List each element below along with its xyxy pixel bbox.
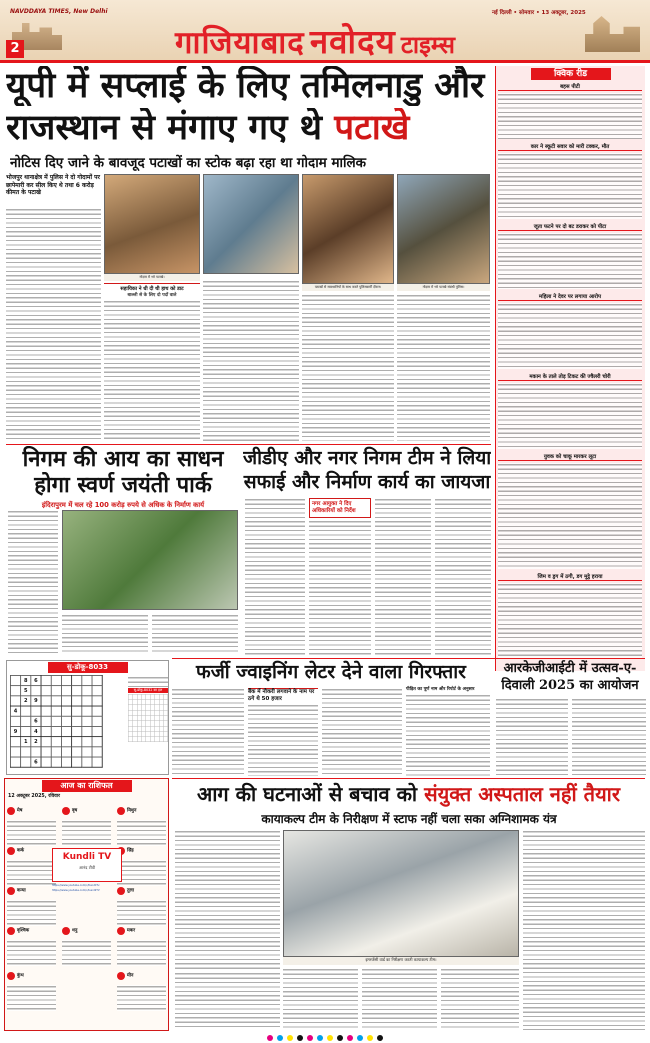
sudoku-row: [10, 757, 102, 767]
lead-photo-3-caption: पटाखों से सावधानियों के साथ करते पुलिसकर्मी दौरान।: [302, 284, 394, 291]
lead-subhead: नोटिस दिए जाने के बावजूद पटाखों का स्टोक बढ़ा रहा था गोदाम मालिक: [10, 155, 367, 171]
sudoku-cell: [82, 726, 92, 736]
quick-read-item: [498, 222, 642, 289]
lead-body-col3: [203, 280, 299, 441]
horoscope-sign: [62, 920, 111, 966]
sudoku-cell: [82, 675, 92, 685]
quick-read-item-body: [498, 93, 642, 139]
zodiac-icon: [7, 972, 15, 980]
sudoku-cell: [51, 747, 61, 757]
horoscope-sign-name: कन्या: [17, 888, 26, 894]
story4-sub-heading: पीड़ित का पूर्ण नाम और रिपोर्ट के अनुसार: [406, 687, 475, 692]
horoscope-sign-name: धनु: [72, 928, 78, 934]
sudoku-cell: [61, 686, 71, 696]
sudoku-cell: 6: [31, 675, 41, 685]
sudoku-cell: [21, 747, 31, 757]
story6-caption: इमरजेंसी वार्ड का निरीक्षण करती कायाकल्प टीम।: [283, 957, 519, 965]
sudoku-title: सु-डोकू-8033: [48, 662, 128, 673]
quick-read-item-title: जिम व ड्रग में ठगी, डग मुट्ठे हराया: [498, 572, 642, 581]
story6-body-4: [283, 968, 358, 1030]
sudoku-cell: 9: [31, 696, 41, 706]
sudoku-cell: [41, 726, 51, 736]
sudoku-row: [10, 675, 102, 685]
sudoku-cell: [72, 757, 82, 767]
quick-read-item-title: कार ने स्कूटी सवार को मारी टक्कर, मौत: [498, 142, 642, 151]
story3-body-2: [309, 520, 371, 655]
sudoku-cell: [72, 696, 82, 706]
masthead-part3: टाइम्स: [400, 30, 455, 59]
sudoku-cell: [10, 747, 20, 757]
story4-headline: फर्जी ज्वाइनिंग लेटर देने वाला गिरफ्तार: [196, 661, 466, 683]
kundli-tv-logo: [52, 848, 122, 882]
horoscope-sign-text: [62, 940, 111, 966]
masthead-part2: नवोदय: [309, 22, 396, 60]
lead-headline-1: यूपी में सप्लाई के लिए तमिलनाडु और: [6, 66, 485, 106]
top-header: [0, 0, 650, 62]
quick-read-item-title: युवक को चाकू मारकर लूटा: [498, 452, 642, 461]
story4-box-title: बैंक में नौकरी लगवाने के नाम पर ठगे थे 50 हजार: [248, 689, 315, 702]
story5-headline-1: आरकेजीआईटी में उत्सव-ए-: [503, 661, 637, 676]
story4-body-2: [248, 704, 318, 776]
sudoku-cell: [72, 747, 82, 757]
masthead-part1: गाजियाबाद: [175, 25, 305, 60]
sudoku-cell: [41, 716, 51, 726]
sudoku-row: [10, 726, 102, 736]
zodiac-icon: [7, 847, 15, 855]
sudoku-row: [10, 716, 102, 726]
sudoku-cell: [10, 686, 20, 696]
horoscope-sign-name: कुंभ: [17, 973, 24, 979]
lead-photo-1-caption: गोदाम में भरे पटाखे।: [104, 274, 200, 281]
quick-read-item: [498, 372, 642, 449]
horoscope-sign-text: [117, 940, 166, 966]
sudoku-grid: [10, 675, 103, 768]
sudoku-cell: [92, 706, 102, 716]
print-registration-bar: [0, 1034, 650, 1043]
horoscope-sign-name: वृष: [72, 808, 78, 814]
sudoku-cell: [82, 747, 92, 757]
lead-photo-4-caption: गोदाम में भरे पटाखे संबंधी पुलिस।: [397, 284, 490, 291]
sudoku-cell: [51, 737, 61, 747]
sudoku-cell: [10, 696, 20, 706]
sudoku-row: [10, 696, 102, 706]
header-rule: [0, 60, 650, 63]
horoscope-sign-text: [7, 985, 56, 1011]
horoscope-sign: [7, 965, 56, 1011]
zodiac-icon: [62, 807, 70, 815]
quick-read-item-body: [498, 303, 642, 369]
lead-headline-2: [6, 108, 491, 148]
kundli-youtube-link-2[interactable]: https://www.youtube.com/c/kundliTV: [52, 889, 100, 892]
story6-body-5: [362, 968, 437, 1030]
story5-body-1: [496, 698, 568, 776]
story6-headline-a: आग की घटनाओं से बचाव को: [196, 782, 418, 806]
sudoku-cell: [72, 726, 82, 736]
horoscope-sign-name: मिथुन: [127, 808, 137, 814]
lead-kicker-text: भोजपुर थानाक्षेत्र में पुलिस ने दो गोदामों पर छापेमारी कर सील किए थे तथा 6 करोड़ कीमत के पटाखे: [6, 174, 101, 196]
story6-subhead: कायाकल्प टीम के निरीक्षण में स्टाफ नहीं चला सका अग्निशामक यंत्र: [261, 812, 557, 826]
horoscope-sign-name: वृश्चिक: [17, 928, 30, 934]
sudoku-cell: [72, 686, 82, 696]
sudoku-cell: [61, 726, 71, 736]
horoscope-date: 12 अक्टूबर 2025, रविवार: [8, 794, 60, 799]
lead-photo-2: [203, 174, 299, 274]
story2-body-3: [152, 614, 238, 655]
sudoku-cell: [92, 686, 102, 696]
sudoku-cell: [10, 757, 20, 767]
horoscope-sign-text: [7, 940, 56, 966]
sudoku-cell: [10, 737, 20, 747]
sudoku-cell: [72, 675, 82, 685]
sudoku-row: [10, 747, 102, 757]
sudoku-cell: [51, 686, 61, 696]
story6-headline-b: संयुक्त अस्पताल नहीं तैयार: [424, 782, 621, 806]
sudoku-row: [10, 737, 102, 747]
sudoku-cell: [72, 706, 82, 716]
sudoku-row: [10, 706, 102, 716]
story2-headline-1: निगम की आय का साधन: [22, 446, 224, 472]
sudoku-cell: [61, 757, 71, 767]
sudoku-cell: [92, 737, 102, 747]
kundli-youtube-link-1[interactable]: https://www.youtube.com/c/KundliTv: [52, 884, 100, 887]
quick-read-item-title: महिला ने देवर पर लगाया आरोप: [498, 292, 642, 301]
horoscope-sign-name: कर्क: [17, 848, 25, 854]
sudoku-cell: [41, 696, 51, 706]
sudoku-cell: [51, 696, 61, 706]
lead-body-col5: [397, 294, 490, 441]
kundli-tv-name: Kundli TV: [62, 852, 112, 862]
sudoku-cell: [10, 675, 20, 685]
story3-headline-1: जीडीए और नगर निगम टीम ने लिया: [243, 447, 491, 469]
story4-body-3: [322, 688, 402, 776]
kundli-tv-tag: आनंद टीवी: [78, 865, 95, 870]
sudoku-cell: 4: [10, 706, 20, 716]
sudoku-cell: [61, 675, 71, 685]
story4-body-4: [406, 694, 490, 776]
sudoku-cell: [31, 706, 41, 716]
rule-mid: [6, 444, 491, 445]
zodiac-icon: [117, 927, 125, 935]
sudoku-answer-label: सु-डोकू-8032 का हल: [128, 688, 168, 693]
horoscope-sign: [7, 920, 56, 966]
quick-read-item: [498, 452, 642, 569]
horoscope-sign-text: [117, 985, 166, 1011]
skyline-right: [585, 16, 640, 52]
lead-headline-2b: पटाखे: [334, 108, 410, 148]
zodiac-icon: [62, 927, 70, 935]
sudoku-cell: [51, 716, 61, 726]
sudoku-row: [10, 686, 102, 696]
zodiac-icon: [7, 887, 15, 895]
horoscope-sign-name: मकर: [127, 928, 136, 934]
sudoku-cell: [61, 747, 71, 757]
quick-read-item-body: [498, 463, 642, 569]
sudoku-cell: [72, 737, 82, 747]
rule-bottom: [172, 778, 645, 779]
horoscope-sign-name: तुला: [127, 888, 134, 894]
horoscope-sign-name: मीन: [127, 973, 134, 979]
horoscope-title: आज का राशिफल: [42, 780, 132, 792]
quick-read-item: [498, 572, 642, 659]
quick-read-item-title: बहस पीटी: [498, 82, 642, 91]
story3-body-4: [435, 498, 491, 655]
zodiac-icon: [117, 807, 125, 815]
story6-body-6: [441, 968, 519, 1030]
sudoku-cell: [31, 747, 41, 757]
page-number: 2: [6, 40, 24, 58]
lead-body-col2: [104, 300, 200, 441]
quick-read-item-body: [498, 383, 642, 449]
lead-body-col1: [6, 208, 101, 441]
story6-body-1: [175, 830, 280, 970]
quick-read-item-title: मकान के ताले तोड़ टिकट की ज्वैलरी चोरी: [498, 372, 642, 381]
story3-body-1: [245, 498, 305, 655]
sudoku-cell: [82, 686, 92, 696]
horoscope-sign-name: मेष: [17, 808, 23, 814]
story2-body-1: [8, 510, 58, 655]
quick-read-item: [498, 142, 642, 219]
story6-photo: [283, 830, 519, 957]
quick-read-item-body: [498, 583, 642, 659]
sudoku-cell: [82, 757, 92, 767]
story2-photo: [62, 510, 238, 610]
zodiac-icon: [7, 927, 15, 935]
story5-body-2: [572, 698, 646, 776]
sudoku-cell: [51, 706, 61, 716]
masthead: [55, 18, 575, 60]
sudoku-cell: [92, 726, 102, 736]
story3-body-3: [375, 498, 431, 655]
lead-kicker: [6, 174, 101, 197]
story5-headline-2: दिवाली 2025 का आयोजन: [501, 678, 639, 693]
story6-headline: [172, 780, 645, 808]
story3-headline-2: सफाई और निर्माण कार्य का जायजा: [243, 471, 491, 493]
lead-photo-1: [104, 174, 200, 274]
sudoku-cell: [21, 716, 31, 726]
quick-read-item-title: जूता फटने पर दो बट डराकर को पीटा: [498, 222, 642, 231]
sudoku-cell: 2: [31, 737, 41, 747]
quick-read-title: क्विक रीड: [531, 68, 611, 80]
horoscope-sign-text: [62, 820, 111, 846]
horoscope-sign: [117, 920, 166, 966]
sudoku-cell: [31, 686, 41, 696]
sudoku-instructions: [128, 676, 168, 687]
sudoku-cell: [61, 706, 71, 716]
sudoku-cell: [82, 696, 92, 706]
zodiac-icon: [117, 972, 125, 980]
sudoku-answer-grid: [128, 694, 168, 742]
sudoku-cell: [82, 706, 92, 716]
sudoku-cell: [41, 737, 51, 747]
lead-photo-3: [302, 174, 394, 284]
sudoku-cell: [61, 716, 71, 726]
horoscope-sign: [117, 965, 166, 1011]
paper-name: NAVDDAYA TIMES, New Delhi: [10, 8, 108, 15]
sudoku-cell: 5: [21, 686, 31, 696]
sudoku-cell: [92, 696, 102, 706]
story4-box: [248, 688, 318, 703]
sudoku-cell: [21, 757, 31, 767]
sudoku-cell: 1: [21, 737, 31, 747]
sudoku-cell: [51, 757, 61, 767]
sudoku-cell: [21, 726, 31, 736]
sudoku-cell: [21, 706, 31, 716]
lead-box-title: सहायिका ने धी दी थी हाथ को डाट: [120, 286, 184, 292]
sudoku-cell: [41, 757, 51, 767]
sudoku-cell: [51, 675, 61, 685]
quick-read-item-body: [498, 153, 642, 219]
sudoku-cell: [92, 675, 102, 685]
quick-read-item: [498, 82, 642, 139]
sudoku-cell: 9: [10, 726, 20, 736]
sudoku-cell: 2: [21, 696, 31, 706]
sudoku-cell: [92, 757, 102, 767]
sudoku-cell: [61, 737, 71, 747]
story6-body-3: [175, 972, 280, 1030]
story3-box: [309, 498, 371, 518]
horoscope-sign: [62, 800, 111, 846]
sudoku-cell: [92, 747, 102, 757]
zodiac-icon: [7, 807, 15, 815]
lead-box-sub: बाल्ली से के लिए दो पदों वाले: [127, 293, 177, 298]
sudoku-cell: [10, 716, 20, 726]
sudoku-cell: [41, 686, 51, 696]
quick-read-item: [498, 292, 642, 369]
sudoku-cell: [82, 737, 92, 747]
story3-box-title: नगर आयुक्त ने दिए अधिकारियों को निर्देश: [312, 501, 356, 514]
lead-headline-2a: राजस्थान से मंगाए गए थे: [6, 108, 323, 148]
lead-photo-4: [397, 174, 490, 284]
sudoku-cell: [72, 716, 82, 726]
sudoku-cell: 6: [31, 757, 41, 767]
story2-body-2: [62, 614, 148, 655]
story2-headline-2: होगा स्वर्ण जयंती पार्क: [34, 472, 212, 498]
sudoku-cell: [82, 716, 92, 726]
sudoku-cell: [41, 706, 51, 716]
story4-body-1: [172, 688, 244, 776]
sudoku-cell: [41, 675, 51, 685]
sudoku-cell: [51, 726, 61, 736]
quick-read-item-body: [498, 233, 642, 289]
date-line: नई दिल्ली • सोमवार • 13 अक्टूबर, 2025: [492, 10, 586, 16]
story2-subhead: इंदिरापुरम में चल रहे 100 करोड़ रुपये से अधिक के निर्माण कार्य: [41, 501, 205, 509]
sudoku-cell: [41, 747, 51, 757]
sudoku-cell: [92, 716, 102, 726]
horoscope-sign-name: सिंह: [127, 848, 134, 854]
lead-body-col4: [302, 294, 394, 441]
sudoku-cell: [61, 696, 71, 706]
lead-box-title-wrap: [104, 283, 200, 298]
sudoku-cell: 8: [21, 675, 31, 685]
rule-mid2: [172, 658, 645, 659]
sudoku-cell: 6: [31, 716, 41, 726]
sudoku-cell: 4: [31, 726, 41, 736]
story6-body-2: [523, 830, 645, 1030]
